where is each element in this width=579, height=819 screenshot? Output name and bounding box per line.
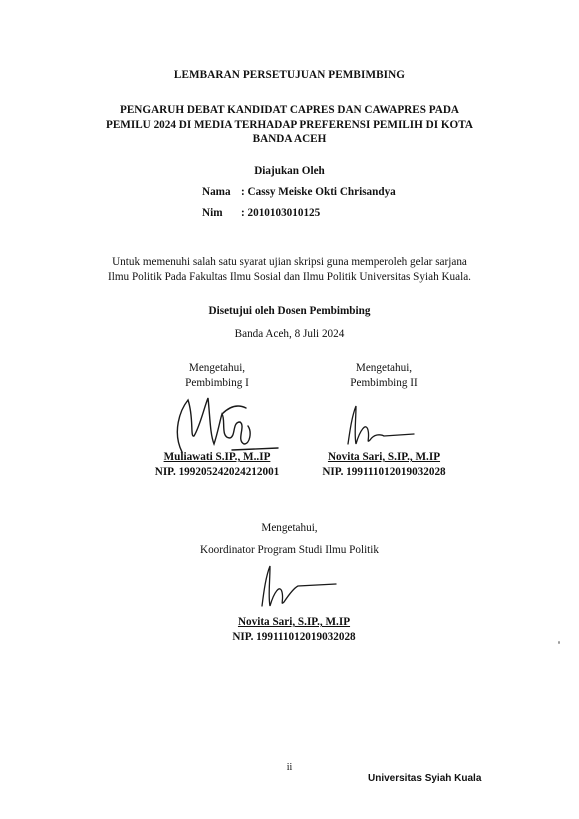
supervisor-2-signature — [340, 400, 420, 450]
coordinator-signature — [252, 560, 342, 612]
name-label: Nama — [202, 186, 231, 198]
supervisor-2-role: Pembimbing II — [350, 376, 418, 389]
thesis-title-line-2: PEMILU 2024 DI MEDIA TERHADAP PREFERENSI PEMILIH DI KOTA — [106, 118, 473, 131]
supervisor-2-nip: NIP. 199111012019032028 — [322, 465, 446, 478]
purpose-statement — [0, 255, 579, 285]
page-number: ii — [286, 762, 293, 773]
nim-label: Nim — [202, 207, 223, 219]
supervisor-2-footer — [279, 450, 489, 479]
scan-speck — [558, 641, 560, 644]
footer-institution: Universitas Syiah Kuala — [368, 773, 482, 784]
thesis-title-line-1: PENGARUH DEBAT KANDIDAT CAPRES DAN CAWAPRES PADA — [120, 104, 459, 116]
place-date: Banda Aceh, 8 Juli 2024 — [234, 328, 345, 340]
coordinator-ack: Mengetahui, — [261, 522, 318, 534]
name-value: : Cassy Meiske Okti Chrisandya — [241, 186, 396, 198]
purpose-line-1: Untuk memenuhi salah satu syarat ujian skripsi guna memperoleh gelar sarjana — [112, 256, 467, 268]
coordinator-name: Novita Sari, S.IP., M.IP — [237, 616, 351, 628]
supervisor-2-name: Novita Sari, S.IP., M.IP — [327, 451, 441, 463]
submitted-by-label: Diajukan Oleh — [254, 165, 325, 177]
coordinator-role: Koordinator Program Studi Ilmu Politik — [200, 544, 379, 556]
supervisor-1-header — [122, 361, 312, 390]
supervisor-1-nip: NIP. 199205242024212001 — [154, 465, 280, 478]
thesis-title — [0, 103, 579, 147]
supervisor-1-role: Pembimbing I — [185, 376, 249, 389]
supervisor-2-ack: Mengetahui, — [355, 362, 413, 374]
approval-heading: Disetujui oleh Dosen Pembimbing — [208, 305, 371, 317]
supervisor-2-header — [289, 361, 479, 390]
supervisor-1-signature — [160, 392, 280, 458]
name-row — [202, 186, 442, 200]
supervisor-1-name: Muliawati S.IP., M..IP — [163, 451, 271, 463]
nim-row — [202, 207, 442, 221]
nim-value: : 2010103010125 — [241, 207, 321, 219]
page-title: LEMBARAN PERSETUJUAN PEMBIMBING — [173, 69, 406, 81]
purpose-line-2: Ilmu Politik Pada Fakultas Ilmu Sosial dan Ilmu Politik Universitas Syiah Kuala. — [108, 271, 471, 283]
supervisor-1-ack: Mengetahui, — [188, 362, 246, 374]
thesis-title-line-3: BANDA ACEH — [252, 133, 327, 145]
coordinator-nip: NIP. 199111012019032028 — [232, 630, 356, 643]
coordinator-footer — [194, 615, 394, 644]
